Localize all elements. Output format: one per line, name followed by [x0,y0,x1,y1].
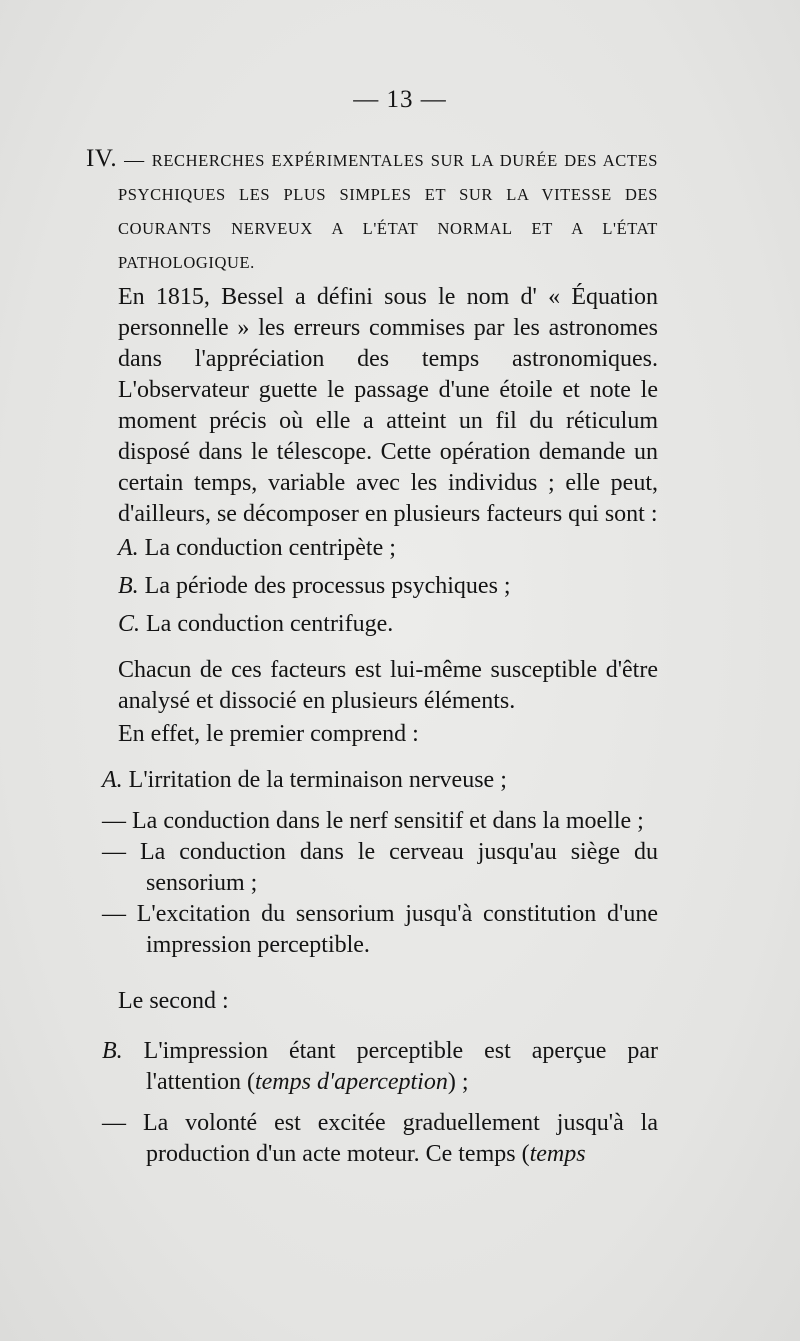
intro-paragraph: En 1815, Bessel a défini sous le nom d' « Équation personnelle » les erreurs commises par les astronomes dans l'appréciation des temps astronomiques. L'observateur guette le passage d'une étoile et note le moment précis où elle a atteint un fil du réticulum disposé dans le télescope. Cette opération demande un certain temps, variable avec les individus ; elle peut, d'ailleurs, se décomposer en plusieurs facteurs qui sont : [118,284,658,527]
second-component-list [102,1036,658,1170]
page-number: — 13 — [353,86,447,113]
analysis-paragraph: Chacun de ces facteurs est lui-même susceptible d'être analysé et dissocié en plusieurs éléments. [118,657,658,714]
factor-a [118,533,658,564]
first-item-2: — La conduction dans le nerf sensitif et dans la moelle ; [102,808,644,834]
first-item-3: — La conduction dans le cerveau jusqu'au siège du sensorium ; [102,839,658,896]
heading-numeral: IV. [86,145,118,172]
first-component-list [102,765,658,961]
heading-text: RECHERCHES EXPÉRIMENTALES SUR LA DURÉE DES ACTES PSYCHIQUES LES PLUS SIMPLES ET SUR LA VITESSE DES COURANTS NERVEUX A L'ÉTAT NORMAL ET A L'ÉTAT PATHOLOGIQUE. [118,151,658,272]
second-item-2: — La volonté est excitée graduellement jusqu'à la production d'un acte moteur. Ce temps (temps [102,1110,659,1167]
first-intro: En effet, le premier comprend : [118,721,419,747]
factor-label: A. [118,535,139,561]
first-item-a: A. L'irritation de la terminaison nerveuse ; [102,767,507,793]
intro-paragraph-block [118,282,658,530]
factor-text: La conduction centripète ; [144,535,396,561]
second-intro: Le second : [118,988,229,1014]
second-item-b: B. L'impression étant perceptible est aperçue par l'attention (temps d'aperception) ; [102,1038,659,1095]
section-heading [86,142,658,280]
factor-c [118,609,658,640]
analysis-block [118,655,658,750]
factor-b [118,571,658,602]
factor-label: C. [118,611,141,637]
factor-list [118,533,658,640]
heading-dash: — [124,149,145,171]
first-item-4: — L'excitation du sensorium jusqu'à constitution d'une impression perceptible. [102,901,659,958]
factor-text: La conduction centrifuge. [146,611,394,637]
factor-label: B. [118,573,139,599]
second-intro-block [118,986,658,1017]
factor-text: La période des processus psychiques ; [144,573,511,599]
